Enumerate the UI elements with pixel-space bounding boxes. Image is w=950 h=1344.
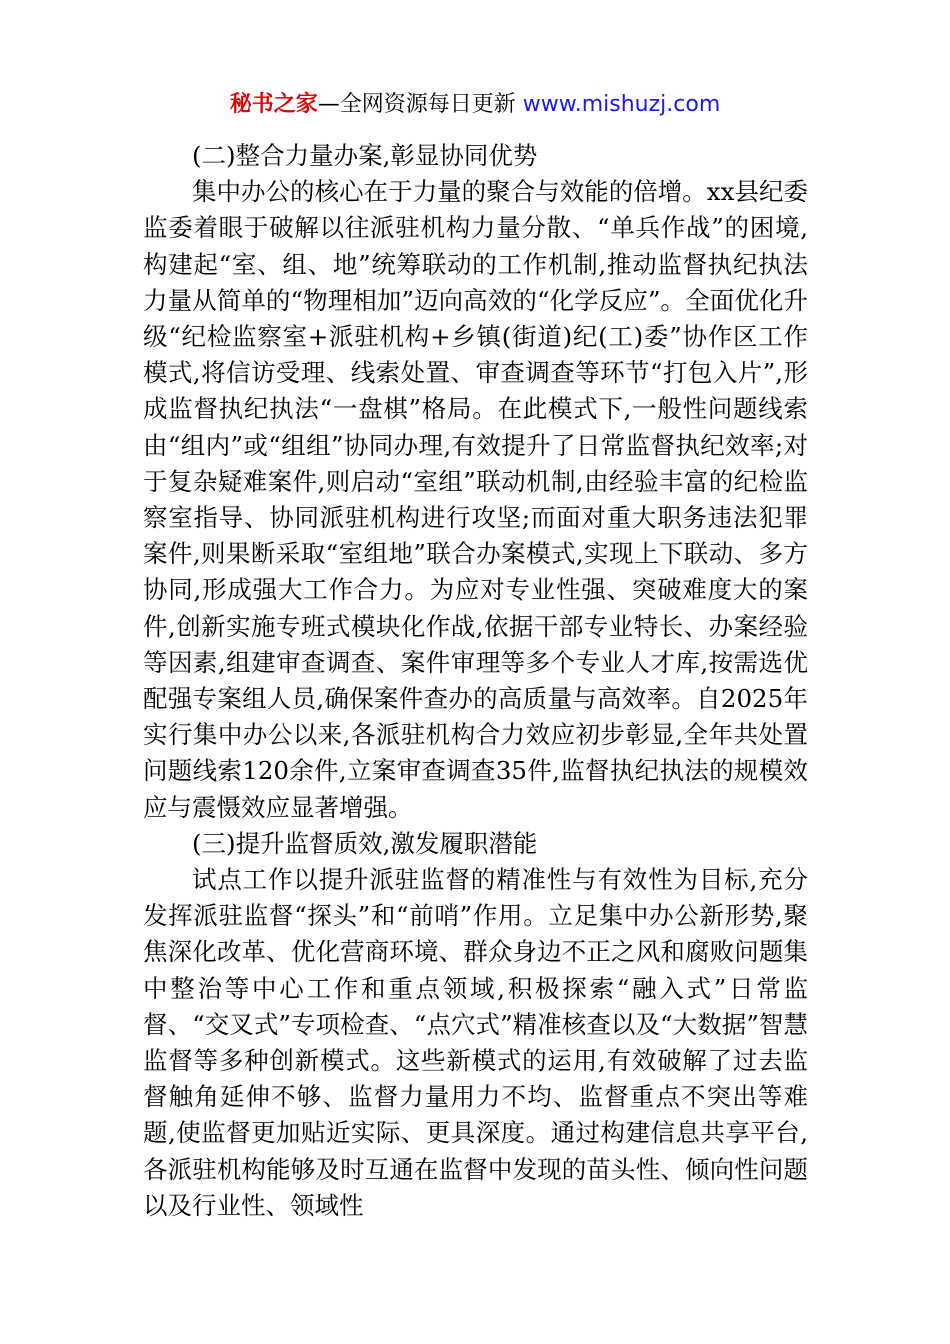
- site-tagline: —全网资源每日更新: [317, 92, 523, 117]
- section-heading: (三)提升监督质效,激发履职潜能: [192, 828, 538, 858]
- section-paragraph: 试点工作以提升派驻监督的精准性与有效性为目标,充分发挥派驻监督“探头”和“前哨”作用。立足集中办公新形势,聚焦深化改革、优化营商环境、群众身边不正之风和腐败问题集中整治等中心工作和重点领域,积极探索“融入式”日常监督、“交叉式”专项检查、“点穴式”精准核查以及“大数据”智慧监督等多种创新模式。这些新模式的运用,有效破解了过去监督触角延伸不够、监督力量用力不均、监督重点不突出等难题,使监督更加贴近实际、更具深度。通过构建信息共享平台,各派驻机构能够及时互通在监督中发现的苗头性、倾向性问题以及行业性、领域性: [143, 865, 808, 1220]
- site-brand: 秘书之家: [229, 92, 318, 117]
- site-url-link[interactable]: www.mishuzj.com: [522, 92, 721, 117]
- document-body: [143, 138, 808, 1224]
- section-heading: (二)整合力量办案,彰显协同优势: [192, 141, 538, 170]
- section-paragraph: 集中办公的核心在于力量的聚合与效能的倍增。xx县纪委监委着眼于破解以往派驻机构力量分散、“单兵作战”的困境,构建起“室、组、地”统筹联动的工作机制,推动监督执纪执法力量从简单的“物理相加”迈向高效的“化学反应”。全面优化升级“纪检监察室+派驻机构+乡镇(街道)纪(工)委”协作区工作模式,将信访受理、线索处置、审查调查等环节“打包入片”,形成监督执纪执法“一盘棋”格局。在此模式下,一般性问题线索由“组内”或“组组”协同办理,有效提升了日常监督执纪效率;对于复杂疑难案件,则启动“室组”联动机制,由经验丰富的纪检监察室指导、协同派驻机构进行攻坚;而面对重大职务违法犯罪案件,则果断采取“室组地”联合办案模式,实现上下联动、多方协同,形成强大工作合力。为应对专业性强、突破难度大的案件,创新实施专班式模块化作战,依据干部专业特长、办案经验等因素,组建审查调查、案件审理等多个专业人才库,按需选优配强专案组人员,确保案件查办的高质量与高效率。自2025年实行集中办公以来,各派驻机构合力效应初步彰显,全年共处置问题线索120余件,立案审查调查35件,监督执纪执法的规模效应与震慑效应显著增强。: [143, 177, 808, 822]
- site-header: [0, 90, 950, 120]
